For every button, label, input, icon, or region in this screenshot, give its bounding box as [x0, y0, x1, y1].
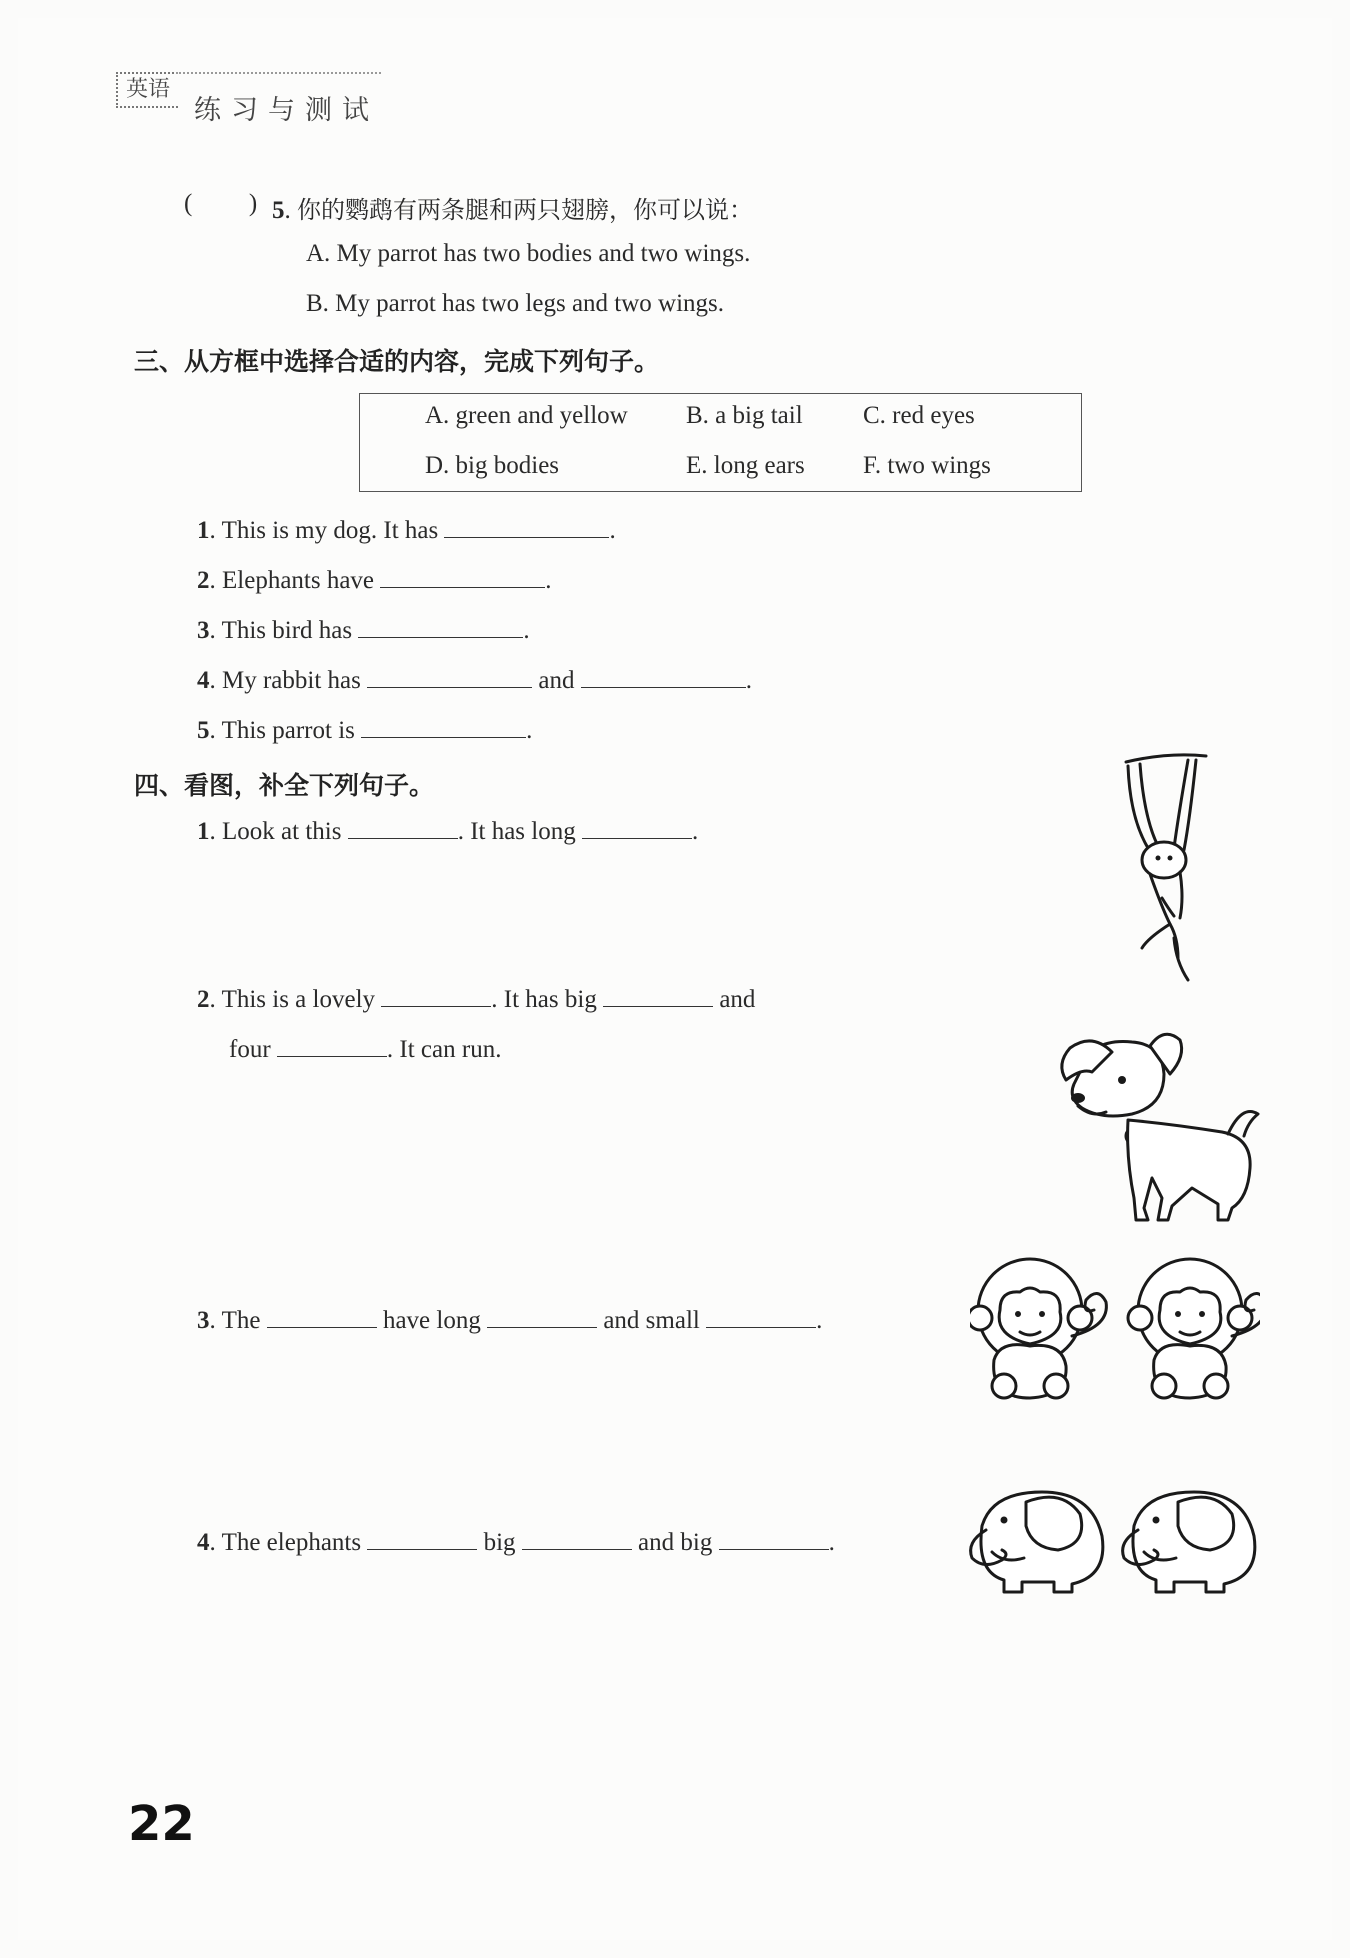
answer-blank[interactable]	[719, 1527, 829, 1550]
answer-blank[interactable]	[522, 1527, 632, 1550]
item-number: 5	[197, 717, 210, 744]
item-punct: .	[745, 667, 752, 694]
item-number: 3	[197, 1307, 210, 1334]
item-number: 2	[197, 986, 210, 1013]
item-text: . It can run.	[386, 1036, 502, 1063]
item-text: This bird has	[221, 617, 353, 644]
answer-blank[interactable]	[367, 665, 532, 688]
picture-item-3: 3. The have long and small .	[197, 1307, 823, 1334]
choice-b: B. a big tail	[686, 402, 803, 429]
item-punct: .	[523, 617, 530, 644]
fill-item-3: 3. This bird has .	[197, 617, 530, 644]
item-text: This is my dog. It has	[221, 517, 439, 544]
item-text: . It has big	[491, 986, 597, 1013]
item-punct: .	[545, 567, 552, 594]
answer-blank[interactable]	[381, 984, 491, 1007]
choice-c: C. red eyes	[863, 402, 975, 429]
answer-blank[interactable]	[444, 515, 609, 538]
question-number: 5	[272, 197, 285, 224]
fill-item-1: 1. This is my dog. It has .	[197, 517, 616, 544]
subject-label: 英语	[116, 72, 178, 108]
item-number: 3	[197, 617, 210, 644]
answer-blank[interactable]	[380, 565, 545, 588]
item-text: and	[719, 986, 756, 1013]
choice-a: A. green and yellow	[425, 402, 628, 429]
item-number: 1	[197, 818, 210, 845]
item-text: have long	[382, 1307, 481, 1334]
section-4-heading: 四、看图，补全下列句子。	[134, 771, 435, 800]
item-text: and big	[638, 1529, 713, 1556]
answer-blank[interactable]	[582, 816, 692, 839]
picture-item-2-cont	[229, 1034, 501, 1064]
section-3-heading: 三、从方框中选择合适的内容，完成下列句子。	[134, 347, 660, 376]
header-divider	[176, 72, 381, 74]
item-number: 2	[197, 567, 210, 594]
item-text: . It has long	[457, 818, 576, 845]
item-number: 4	[197, 1529, 210, 1556]
picture-item-2: 2. This is a lovely . It has big and	[197, 986, 756, 1013]
item-text: big	[483, 1529, 516, 1556]
item-text: The	[221, 1307, 261, 1334]
monkeys-illustration	[970, 1256, 1260, 1406]
item-punct: .	[609, 517, 616, 544]
item-text: This parrot is	[221, 717, 355, 744]
book-title: 练习与测试	[194, 95, 379, 126]
answer-blank[interactable]	[706, 1305, 816, 1328]
item-text: My rabbit has	[222, 667, 361, 694]
monkey-right	[1128, 1259, 1260, 1398]
fill-item-2: 2. Elephants have .	[197, 567, 552, 594]
choice-box	[359, 393, 1082, 492]
item-punct: .	[691, 818, 699, 845]
choice-d: D. big bodies	[425, 452, 560, 479]
answer-blank[interactable]	[487, 1305, 597, 1328]
question-5: 5. 你的鹦鹉有两条腿和两只翅膀，你可以说：	[272, 196, 753, 224]
elephants-illustration	[962, 1486, 1260, 1594]
answer-blank[interactable]	[348, 816, 458, 839]
dog-illustration	[1052, 1028, 1262, 1226]
picture-item-1: 1. Look at this . It has long .	[197, 818, 699, 845]
answer-blank[interactable]	[361, 715, 526, 738]
answer-blank[interactable]	[277, 1034, 387, 1057]
monkey-hanging-illustration	[1118, 748, 1218, 988]
answer-blank[interactable]	[367, 1527, 477, 1550]
page-number: 22	[128, 1796, 195, 1852]
option-a: A. My parrot has two bodies and two wings.	[306, 240, 751, 267]
item-number: 4	[197, 667, 210, 694]
monkey-left	[970, 1259, 1106, 1398]
choice-e: E. long ears	[686, 452, 805, 479]
answer-blank[interactable]	[358, 615, 523, 638]
item-text: Elephants have	[222, 567, 375, 594]
elephant-left	[971, 1492, 1103, 1592]
item-text: and	[538, 667, 575, 694]
choice-f: F. two wings	[863, 452, 991, 479]
item-text: This is a lovely	[221, 986, 376, 1013]
item-text: The elephants	[221, 1529, 362, 1556]
item-punct: .	[828, 1529, 835, 1556]
picture-item-4: 4. The elephants big and big .	[197, 1529, 835, 1556]
fill-item-4: 4. My rabbit has and .	[197, 667, 752, 694]
option-b: B. My parrot has two legs and two wings.	[306, 290, 725, 317]
bracket-open: (	[184, 190, 193, 217]
fill-item-5: 5. This parrot is .	[197, 717, 533, 744]
item-punct: .	[816, 1307, 823, 1334]
bracket-close: )	[248, 190, 258, 217]
answer-blank[interactable]	[267, 1305, 377, 1328]
question-text: 你的鹦鹉有两条腿和两只翅膀，你可以说：	[297, 196, 753, 224]
item-text: Look at this	[222, 818, 342, 845]
item-number: 1	[197, 517, 210, 544]
answer-bracket[interactable]	[184, 190, 257, 218]
elephant-right	[1123, 1492, 1255, 1592]
item-punct: .	[526, 717, 533, 744]
item-text: and small	[603, 1307, 700, 1334]
answer-blank[interactable]	[581, 665, 746, 688]
item-text: four	[229, 1036, 271, 1063]
answer-blank[interactable]	[603, 984, 713, 1007]
